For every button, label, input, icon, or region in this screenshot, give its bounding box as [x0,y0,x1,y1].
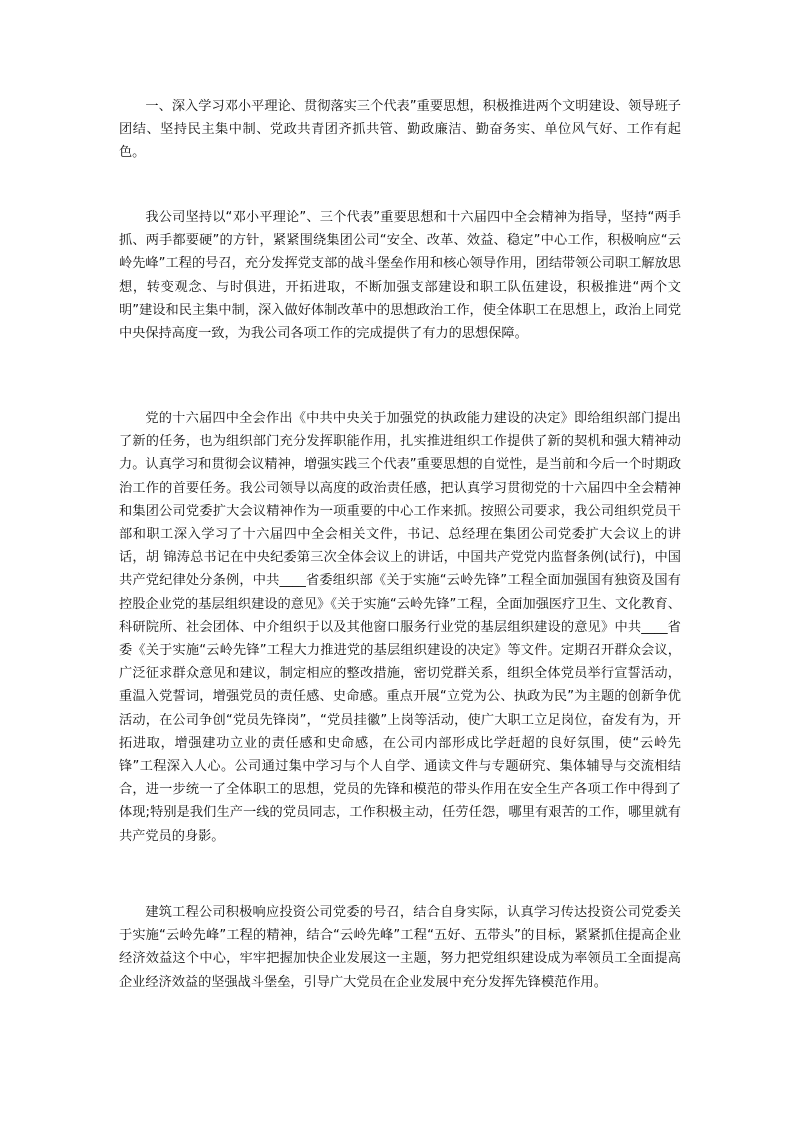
paragraph-4: 建筑工程公司积极响应投资公司党委的号召，结合自身实际，认真学习传达投资公司党委关于实施“云岭先峰”工程的精神，结合“云岭先峰”工程“五好、五带头”的目标，紧紧抓住提高企业经济效益这个中心，牢牢把握加快企业发展这一主题，努力把党组织建设成为率领员工全面提高企业经济效益的坚强战斗堡垒，引导广大党员在企业发展中充分发挥先锋模范作用。 [119,905,681,990]
paragraph-2: 我公司坚持以“邓小平理论”、三个代表”重要思想和十六届四中全会精神为指导，坚持“两手抓、两手都要硬”的方针，紧紧围绕集团公司“安全、改革、效益、稳定”中心工作，积极响应“云岭先峰”工程的号召，充分发挥党支部的战斗堡垒作用和核心领导作用，团结带领公司职工解放思想，转变观念、与时俱进，开拓进取，不断加强支部建设和职工队伍建设，积极推进“两个文明”建设和民主集中制，深入做好体制改革中的思想政治工作，使全体职工在思想上，政治上同党中央保持高度一致，为我公司各项工作的完成提供了有力的思想保障。 [119,210,682,342]
paragraph-3: 党的十六届四中全会作出《中共中央关于加强党的执政能力建设的决定》即给组织部门提出了新的任务，也为组织部门充分发挥职能作用，扎实推进组织工作提供了新的契机和强大精神动力。认真学习和贯彻会议精神，增强实践三个代表”重要思想的自觉性，是当前和今后一个时期政治工作的首要任务。我公司领导以高度的政治责任感，把认真学习贯彻党的十六届四中全会精神和集团公司党委扩大会议精神作为一项重要的中心工作来抓。按照公司要求，我公司组织党员干部和职工深入学习了十六届四中全会相关文件，书记、总经理在集团公司党委扩大会议上的讲话，胡 锦涛总书记在中央纪委第三次全体会议上的讲话，中国共产党党内监督条例(试行)，中国共产党纪律处分条例，中共____省委组织部《关于实施“云岭先锋”工程全面加强国有独资及国有控股企业党的基层组织建设的意见》《关于实施“云岭先锋”工程，全面加强医疗卫生、文化教育、科研院所、社会团体、中介组织于以及其他窗口服务行业党的基层组织建设的意见》中共____省委《关于实施“云岭先锋”工程大力推进党的基层组织建设的决定》等文件。定期召开群众会议，广泛征求群众意见和建议，制定相应的整改措施，密切党群关系，组织全体党员举行宣誓活动，重温入党誓词，增强党员的责任感、史命感。重点开展“立党为公、执政为民”为主题的创新争优活动，在公司争创“党员先锋岗”，“党员挂徽”上岗等活动，使广大职工立足岗位，奋发有为，开拓进取，增强建功立业的责任感和史命感，在公司内部形成比学赶超的良好氛围，使“云岭先锋”工程深入人心。公司通过集中学习与个人自学、通读文件与专题研究、集体辅导与交流相结合，进一步统一了全体职工的思想，党员的先锋和模范的带头作用在安全生产各项工作中得到了体现;特别是我们生产一线的党员同志，工作积极主动，任劳任怨，哪里有艰苦的工作，哪里就有共产党员的身影。 [119,411,681,844]
paragraph-1: 一、深入学习邓小平理论、贯彻落实三个代表”重要思想，积极推进两个文明建设、领导班子团结、坚持民主集中制、党政共青团齐抓共管、勤政廉洁、勤奋务实、单位风气好、工作有起色。 [119,99,681,161]
